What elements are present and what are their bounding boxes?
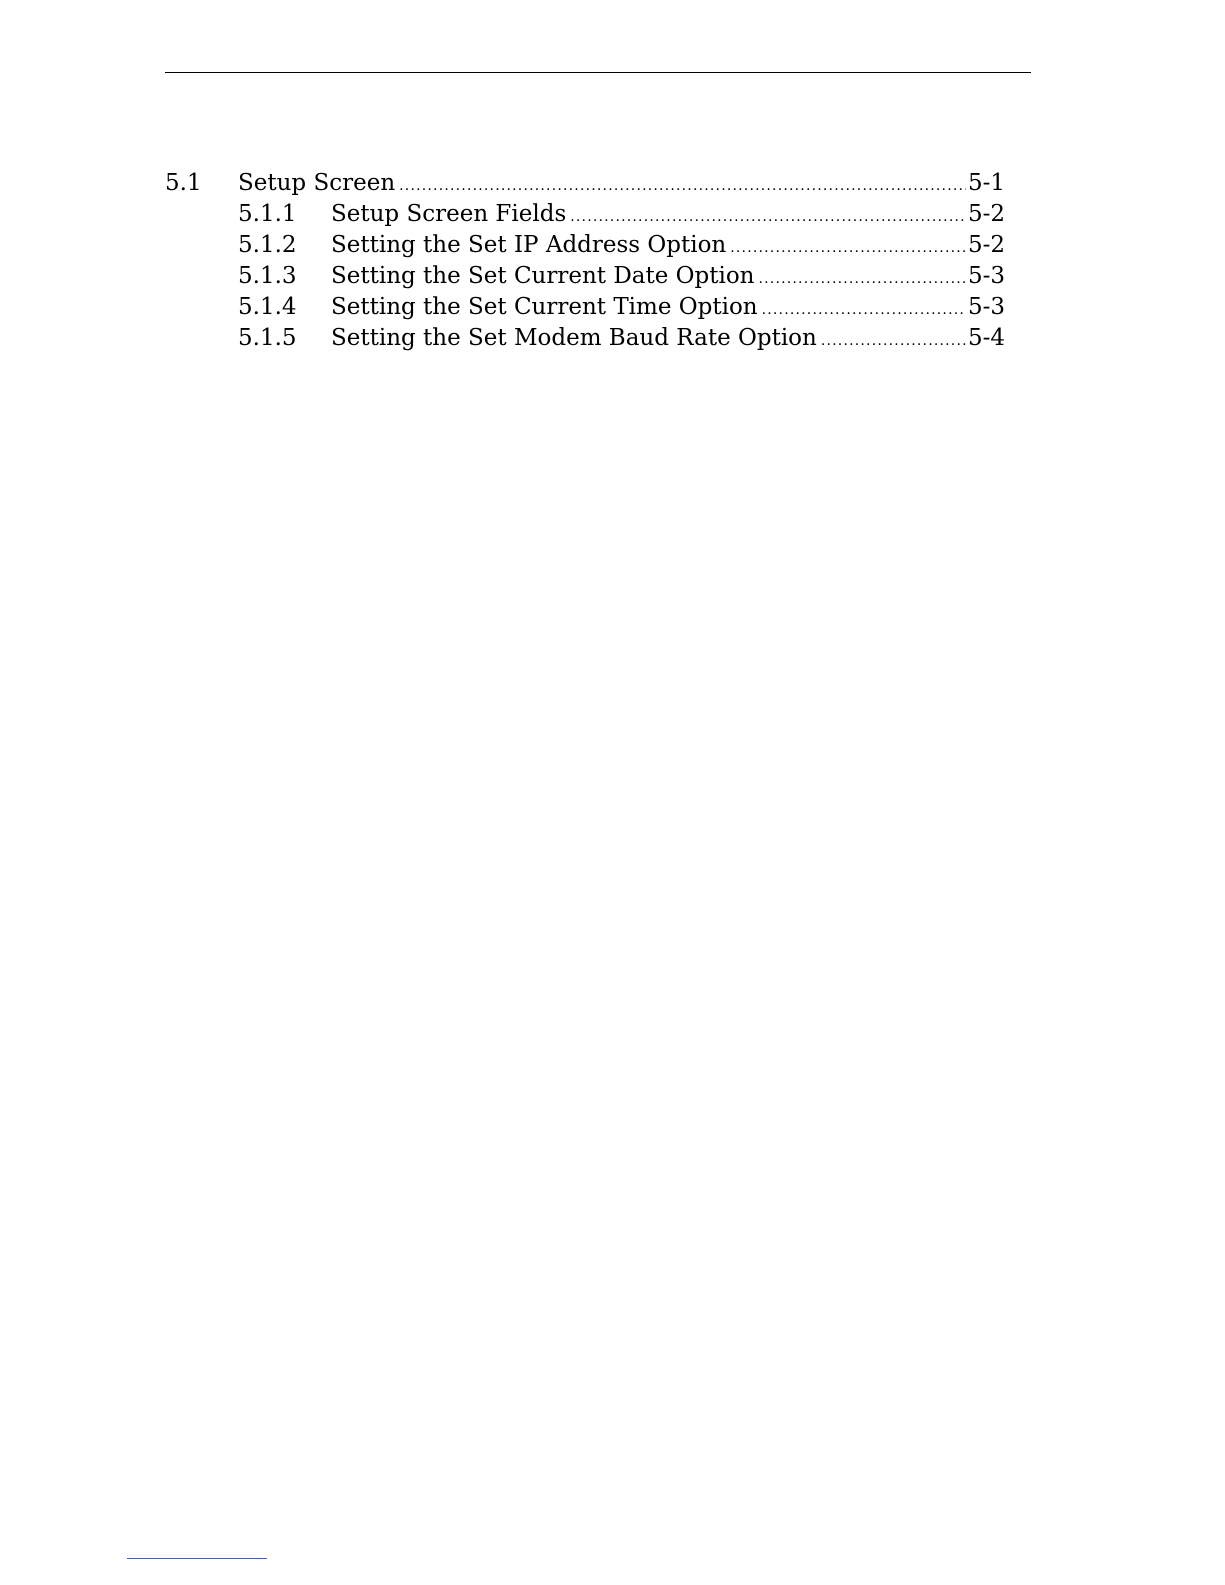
toc-entry-5-1-3[interactable] <box>165 261 1005 292</box>
toc-entry-page: 5-3 <box>967 263 1005 289</box>
toc-entry-title: Setting the Set Current Date Option <box>331 263 755 289</box>
toc-entry-line <box>331 199 1005 233</box>
toc-entry-page: 5-2 <box>967 201 1005 227</box>
dot-leader <box>730 233 966 264</box>
toc-entry-title: Setting the Set IP Address Option <box>331 232 727 258</box>
toc-entry-line <box>331 230 1005 264</box>
toc-entry-number: 5.1 <box>165 170 202 196</box>
dot-leader <box>759 264 966 295</box>
toc-entry-number: 5.1.2 <box>238 232 297 258</box>
toc-entry-number: 5.1.1 <box>238 201 297 227</box>
toc-entry-title: Setting the Set Modem Baud Rate Option <box>331 325 817 351</box>
toc-entry-title: Setup Screen <box>238 170 396 196</box>
toc-entry-page: 5-4 <box>967 325 1005 351</box>
toc-entry-title: Setting the Set Current Time Option <box>331 294 758 320</box>
dot-leader <box>821 326 966 357</box>
toc-entry-5-1-5[interactable] <box>165 323 1005 354</box>
toc-entry-number: 5.1.3 <box>238 263 297 289</box>
dot-leader <box>762 295 966 326</box>
table-of-contents <box>165 168 1005 354</box>
toc-entry-page: 5-3 <box>967 294 1005 320</box>
toc-entry-line <box>331 292 1005 326</box>
toc-entry-line <box>238 168 1005 202</box>
toc-entry-title: Setup Screen Fields <box>331 201 567 227</box>
dot-leader <box>570 202 966 233</box>
toc-entry-5-1[interactable] <box>165 168 1005 199</box>
toc-entry-5-1-1[interactable] <box>165 199 1005 230</box>
toc-entry-number: 5.1.4 <box>238 294 297 320</box>
footer-link-underline <box>127 1558 267 1559</box>
header-rule <box>165 72 1031 73</box>
toc-entry-page: 5-2 <box>967 232 1005 258</box>
dot-leader <box>399 171 966 202</box>
toc-entry-page: 5-1 <box>967 170 1005 196</box>
toc-entry-line <box>331 261 1005 295</box>
toc-entry-5-1-2[interactable] <box>165 230 1005 261</box>
toc-entry-line <box>331 323 1005 357</box>
toc-entry-5-1-4[interactable] <box>165 292 1005 323</box>
toc-entry-number: 5.1.5 <box>238 325 297 351</box>
